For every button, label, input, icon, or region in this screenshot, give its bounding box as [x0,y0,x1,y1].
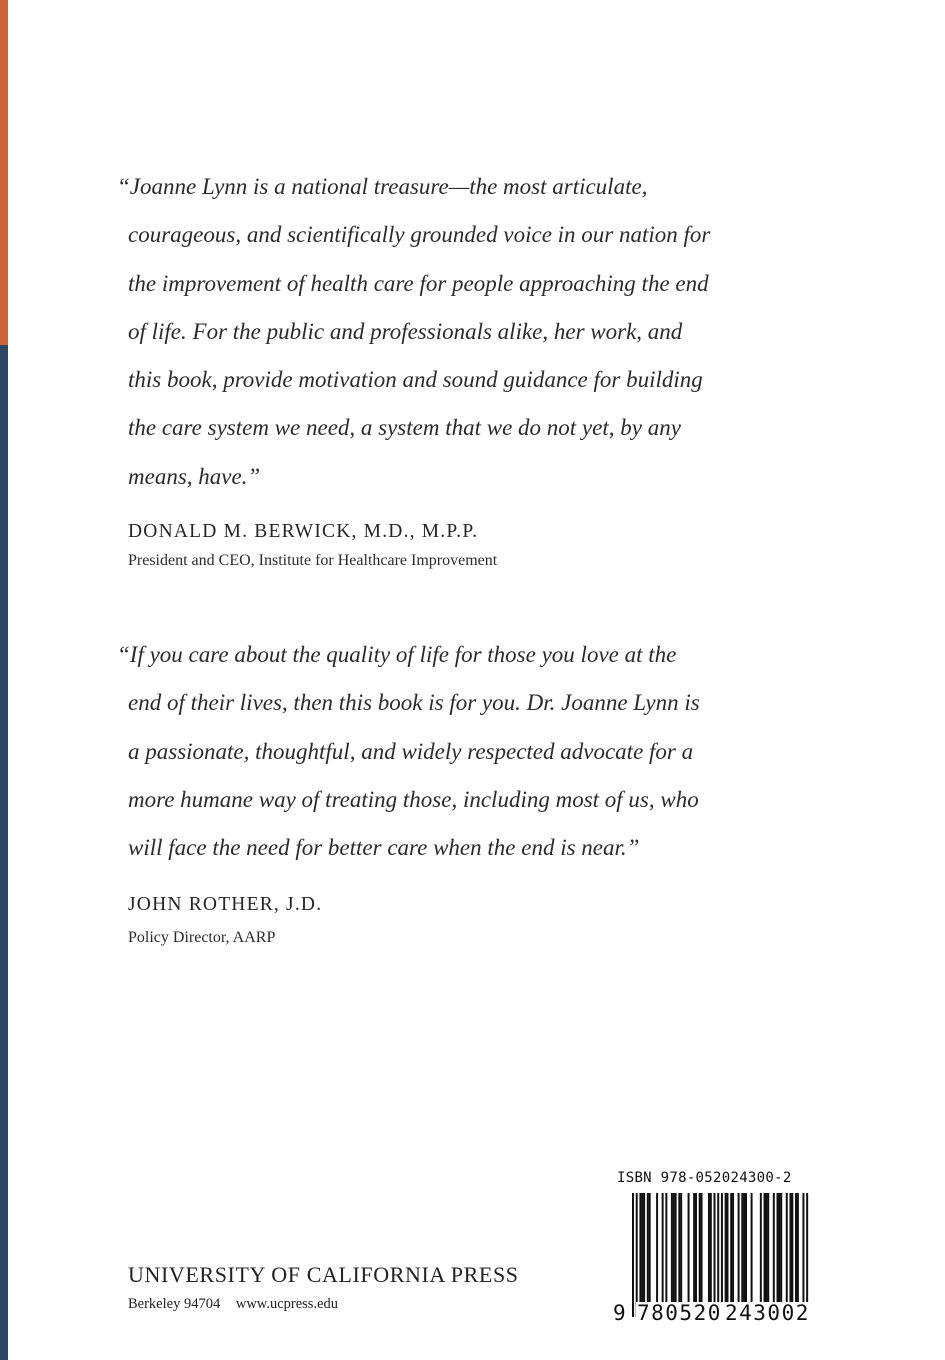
barcode-bar [708,1193,710,1303]
barcode-bar [738,1193,740,1303]
barcode-bar [760,1193,762,1303]
quote-line: means, have.” [128,463,261,489]
barcode-bar [671,1193,673,1303]
barcode-bar [717,1193,719,1317]
spine-accent-orange [0,0,8,345]
barcode-bar [764,1193,766,1303]
barcode-bar [730,1193,732,1303]
barcode-bar [795,1193,797,1303]
blurb-quote-berwick [117,163,828,501]
barcode-bar [802,1193,804,1317]
barcode-bar [721,1193,723,1317]
barcode-bar [773,1193,775,1303]
quote-line: courageous, and scientifically grounded voice in our nation for [128,222,711,248]
attribution-title: President and CEO, Institute for Healthcare Improvement [128,552,498,569]
barcode-bar [662,1193,664,1303]
barcode-bar [786,1193,788,1303]
spine-accent-blue [0,345,8,1360]
barcode-bar [680,1193,682,1303]
quote-line: will face the need for better care when the end is near.” [128,835,640,861]
quote-line: end of their lives, then this book is for you. Dr. Joanne Lynn is [128,690,700,716]
quote-line: “If you care about the quality of life for those you love at the [117,642,677,667]
quote-line: of life. For the public and professionals alike, her work, and [128,318,683,344]
quote-line: a passionate, thoughtful, and widely respected advocate for a [128,738,694,764]
barcode-bar [741,1193,743,1303]
barcode-bar [725,1193,727,1303]
barcode-digits [614,1302,814,1326]
barcode-bar [678,1193,680,1303]
isbn-label: ISBN 978-052024300-2 [617,1170,792,1186]
barcode-bar [641,1193,643,1303]
barcode-bar [778,1193,780,1303]
barcode-bar [693,1193,695,1303]
barcode-bar [765,1193,767,1303]
blurb-quote-rother [117,631,828,872]
quote-line: the improvement of health care for people approaching the end [128,270,709,296]
barcode-bar [688,1193,690,1303]
barcode-bar [806,1193,808,1317]
barcode-bar [647,1193,649,1303]
barcode-bar [675,1193,677,1303]
quote-line: the care system we need, a system that we do not yet, by any [128,415,681,441]
barcode-bar [797,1193,799,1303]
barcode-bar [643,1193,645,1303]
quote-line: “Joanne Lynn is a national treasure—the most articulate, [117,174,648,199]
barcode-bar [636,1193,638,1317]
barcode-bar [649,1193,651,1303]
attribution-title: Policy Director, AARP [128,929,276,946]
barcode-bar [777,1193,779,1303]
barcode-bar [665,1193,667,1303]
barcode-bar [743,1193,745,1303]
barcode-bar [710,1193,712,1303]
barcode-bar [791,1193,793,1303]
barcode-bar [780,1193,782,1303]
barcode-bar [714,1193,716,1303]
publisher-address [128,1296,350,1313]
barcode-lead-digit: 9 [613,1301,626,1325]
barcode-bar [751,1193,753,1303]
publisher-name: UNIVERSITY OF CALIFORNIA PRESS [128,1262,519,1287]
barcode-bar [656,1193,658,1303]
barcode-bar [701,1193,703,1303]
barcode-right-group: 243002 [725,1301,810,1325]
barcode-bar [673,1193,675,1303]
barcode-bar [789,1193,791,1303]
book-spine-edge [0,0,8,1360]
barcode-bar [639,1193,641,1303]
barcode-bar [726,1193,728,1303]
publisher-city: Berkeley 94704 [128,1296,221,1312]
publisher-url: www.ucpress.edu [235,1296,338,1312]
attribution-name: DONALD M. BERWICK, M.D., M.P.P. [128,521,479,542]
barcode-bar [745,1193,747,1303]
barcode-bar [699,1193,701,1303]
attribution-name: JOHN ROTHER, J.D. [128,894,323,915]
quote-line: more humane way of treating those, including most of us, who [128,786,699,812]
barcode-left-group: 780520 [637,1301,722,1325]
barcode-bar [767,1193,769,1303]
barcode-bar [732,1193,734,1303]
barcode-bar [632,1193,634,1317]
barcode-bar [695,1193,697,1303]
quote-line: this book, provide motivation and sound guidance for building [128,367,703,393]
